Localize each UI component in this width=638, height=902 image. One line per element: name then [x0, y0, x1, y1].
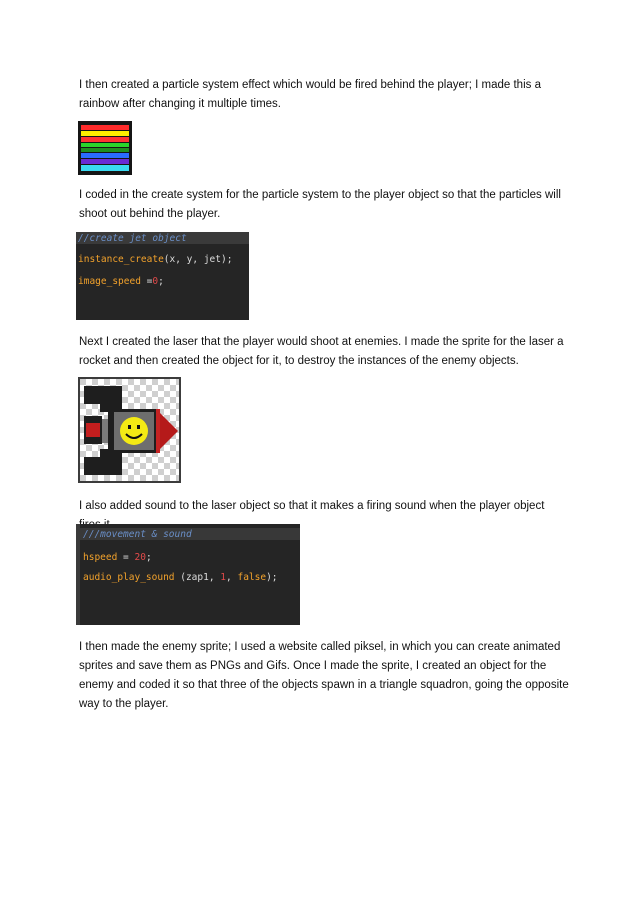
code-variable-2: hspeed	[83, 552, 118, 563]
code-function-2: audio_play_sound	[83, 572, 175, 583]
code-comment-2: ///movement & sound	[83, 529, 192, 540]
rocket-icon	[80, 379, 179, 481]
paragraph-create-system: I coded in the create system for the particle system to the player object so that the particles will shoot out behind the player.	[79, 189, 561, 220]
paragraph-enemy-sprite: I then made the enemy sprite; I used a website called piksel, in which you can create animated sprites and save them as PNGs and Gifs. Once I made the sprite, I created an object for the enemy and coded it so that three of the objects spawn in a triangle squadron, going the opposite way to the player.	[79, 641, 569, 710]
code-screenshot-jet: //create jet object instance_create(x, y, jet); image_speed =0;	[76, 232, 249, 320]
rocket-sprite-image	[78, 377, 181, 483]
code-comment: //create jet object	[78, 233, 187, 244]
paragraph-particle-system: I then created a particle system effect which would be fired behind the player; I made this a rainbow after changing it multiple times.	[79, 79, 541, 110]
rainbow-icon	[78, 121, 132, 175]
code-screenshot-movement: ///movement & sound hspeed = 20; audio_play_sound (zap1, 1, false);	[76, 524, 300, 625]
code-function: instance_create	[78, 254, 164, 265]
code-variable: image_speed	[78, 276, 141, 287]
rainbow-particle-image	[78, 121, 132, 175]
paragraph-laser: Next I created the laser that the player would shoot at enemies. I made the sprite for the laser a rocket and then created the object for it, to destroy the instances of the enemy objects.	[79, 336, 564, 367]
paragraph-sound: I also added sound to the laser object so that it makes a firing sound when the player object	[79, 500, 545, 512]
